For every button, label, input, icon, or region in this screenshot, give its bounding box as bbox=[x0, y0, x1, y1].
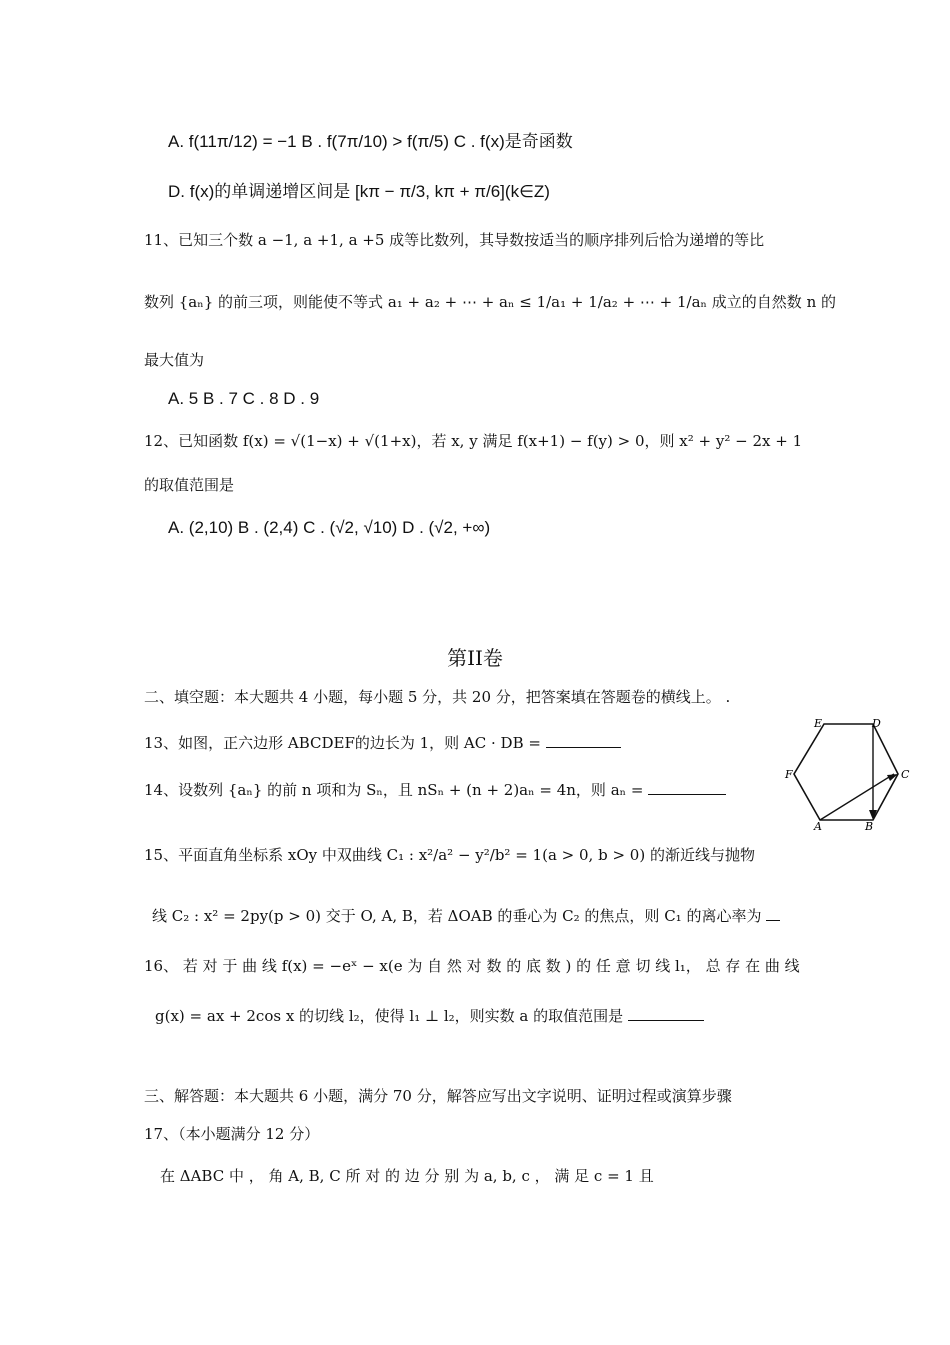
q15-text-2: 线 C₂ : x² = 2py(p > 0) 交于 O, A, B，若 ΔOAB 的垂心为 C₂ 的焦点，则 C₁ 的离心率为 bbox=[152, 907, 762, 925]
q13-line bbox=[144, 733, 621, 753]
q14-text: 14、设数列 {aₙ} 的前 n 项和为 Sₙ，且 nSₙ + (n + 2)aₙ = 4n，则 aₙ = bbox=[144, 781, 644, 799]
vector-ac bbox=[820, 774, 894, 820]
vertex-label-c: C bbox=[901, 768, 910, 781]
q11-line-2: 数列 {aₙ} 的前三项，则能使不等式 a₁ + a₂ + ⋯ + aₙ ≤ 1/a₁ + 1/a₂ + ⋯ + 1/aₙ 成立的自然数 n 的 bbox=[144, 293, 837, 311]
vertex-label-a: A bbox=[814, 820, 822, 833]
q10-option-d: D. f(x)的单调递增区间是 [kπ − π/3, kπ + π/6](k∈Z) bbox=[168, 182, 550, 201]
q15-line-2 bbox=[152, 906, 780, 926]
answer-section-intro: 三、解答题：本大题共 6 小题，满分 70 分，解答应写出文字说明、证明过程或演算步骤 bbox=[144, 1087, 732, 1105]
q16-answer-blank bbox=[628, 1006, 704, 1021]
q16-line-2 bbox=[155, 1006, 704, 1026]
section-title: 第II卷 bbox=[447, 646, 503, 670]
q15-answer-blank bbox=[766, 906, 780, 921]
vertex-label-b: B bbox=[865, 820, 874, 833]
q17-line-1: 在 ΔABC 中 ， 角 A, B, C 所 对 的 边 分 别 为 a, b, c ， 满 足 c = 1 且 bbox=[160, 1167, 654, 1185]
q13-answer-blank bbox=[546, 733, 621, 748]
q15-line-1: 15、平面直角坐标系 xOy 中双曲线 C₁ : x²/a² − y²/b² = 1(a > 0, b > 0) 的渐近线与抛物 bbox=[144, 846, 755, 864]
q11-options: A. 5 B . 7 C . 8 D . 9 bbox=[168, 389, 320, 408]
vertex-label-f: F bbox=[785, 768, 793, 781]
vertex-label-d: D bbox=[872, 717, 881, 730]
q16-text-2: g(x) = ax + 2cos x 的切线 l₂，使得 l₁ ⊥ l₂，则实数 a 的取值范围是 bbox=[155, 1007, 624, 1025]
hexagon-figure bbox=[780, 712, 915, 834]
q12-line-2: 的取值范围是 bbox=[144, 476, 235, 494]
q10-options-abc: A. f(11π/12) = −1 B . f(7π/10) > f(π/5) C . f(x)是奇函数 bbox=[168, 132, 573, 151]
q14-answer-blank bbox=[648, 780, 726, 795]
q12-line-1: 12、已知函数 f(x) = √(1−x) + √(1+x)，若 x, y 满足 f(x+1) − f(y) > 0，则 x² + y² − 2x + 1 bbox=[144, 432, 803, 450]
q16-line-1: 16、 若 对 于 曲 线 f(x) = −eˣ − x(e 为 自 然 对 数 的 底 数 ) 的 任 意 切 线 l₁， 总 存 在 曲 线 bbox=[144, 957, 800, 975]
vertex-label-e: E bbox=[814, 717, 823, 730]
q11-line-3: 最大值为 bbox=[144, 351, 205, 369]
hexagon-shape bbox=[794, 724, 898, 820]
q12-options: A. (2,10) B . (2,4) C . (√2, √10) D . (√2, +∞) bbox=[168, 518, 491, 537]
q11-line-1: 11、已知三个数 a −1, a +1, a +5 成等比数列，其导数按适当的顺序排列后恰为递增的等比 bbox=[144, 231, 765, 249]
q14-line bbox=[144, 780, 726, 800]
q17-title: 17、（本小题满分 12 分） bbox=[144, 1125, 320, 1143]
q13-text: 13、如图，正六边形 ABCDEF的边长为 1，则 AC · DB = bbox=[144, 734, 541, 752]
fill-in-intro: 二、填空题：本大题共 4 小题，每小题 5 分，共 20 分，把答案填在答题卷的横线上。 . bbox=[144, 688, 731, 706]
